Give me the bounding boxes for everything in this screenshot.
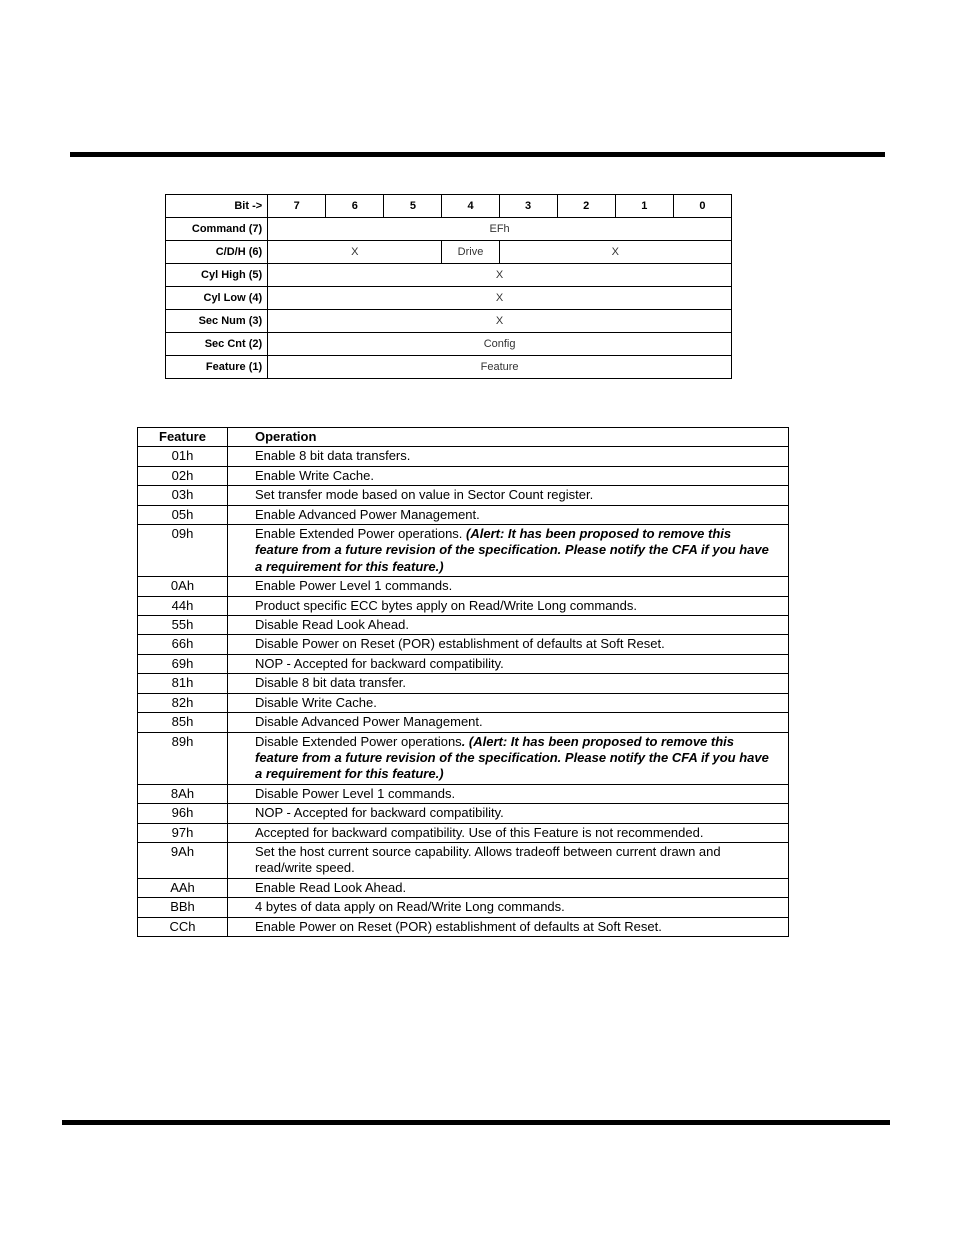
feature-code: 96h [138, 804, 228, 823]
feature-code: 81h [138, 674, 228, 693]
top-horizontal-rule [70, 152, 885, 157]
register-value: X [268, 287, 732, 310]
feature-code: AAh [138, 878, 228, 897]
operation-cell [228, 842, 789, 878]
operation-text: Disable Power on Reset (POR) establishment of defaults at Soft Reset. [255, 636, 665, 652]
table-row [138, 635, 789, 654]
register-value: Feature [268, 356, 732, 379]
register-row-cdh [166, 241, 732, 264]
operation-text: Enable Write Cache. [255, 467, 374, 483]
operation-text: Disable Read Look Ahead. [255, 617, 409, 633]
feature-code: 97h [138, 823, 228, 842]
operation-text: Disable Advanced Power Management. [255, 714, 483, 730]
operation-text: Accepted for backward compatibility. Use of this Feature is not recommended. [255, 824, 704, 840]
operation-cell [228, 674, 789, 693]
features-table [137, 427, 789, 937]
operation-text: Enable Power Level 1 commands. [255, 578, 453, 594]
alert-text: (Alert: It has been proposed to remove this feature from a future revision of the specification. Please notify the CFA if you have a requirement for this feature.) [255, 526, 769, 574]
operation-text: Enable Read Look Ahead. [255, 879, 407, 895]
table-row [138, 917, 789, 936]
alert-text: . (Alert: It has been proposed to remove this feature from a future revision of the specification. Please notify the CFA if you have a requirement for this feature.) [255, 733, 769, 782]
bit-3: 3 [499, 195, 557, 218]
operation-cell [228, 577, 789, 596]
operation-text: Enable Extended Power operations. [255, 526, 467, 542]
table-row [138, 693, 789, 712]
bit-7: 7 [268, 195, 326, 218]
feature-code: 55h [138, 616, 228, 635]
operation-text: Enable Power on Reset (POR) establishment of defaults at Soft Reset. [255, 918, 662, 934]
feature-code: BBh [138, 898, 228, 917]
feature-code: 66h [138, 635, 228, 654]
register-label: Cyl Low (4) [166, 287, 268, 310]
operation-text: Disable Power Level 1 commands. [255, 785, 456, 801]
table-row [138, 784, 789, 803]
bit-5: 5 [384, 195, 442, 218]
register-table [165, 194, 732, 379]
table-row [138, 732, 789, 784]
operation-cell [228, 654, 789, 673]
operation-text: Product specific ECC bytes apply on Read/Write Long commands. [255, 597, 637, 613]
feature-code: 82h [138, 693, 228, 712]
operation-cell [228, 713, 789, 732]
feature-code: 9Ah [138, 842, 228, 878]
feature-code: 02h [138, 466, 228, 485]
register-label: Sec Cnt (2) [166, 333, 268, 356]
feature-code: 05h [138, 505, 228, 524]
operation-text: Disable Write Cache. [255, 694, 377, 710]
bit-6: 6 [326, 195, 384, 218]
operation-text: NOP - Accepted for backward compatibility. [255, 655, 504, 671]
table-row [138, 674, 789, 693]
table-row [138, 878, 789, 897]
operation-cell [228, 732, 789, 784]
register-row-command [166, 218, 732, 241]
bit-2: 2 [557, 195, 615, 218]
register-row-sec-cnt [166, 333, 732, 356]
table-row [138, 447, 789, 466]
bit-1: 1 [615, 195, 673, 218]
table-row [138, 505, 789, 524]
register-label: Sec Num (3) [166, 310, 268, 333]
register-value: Config [268, 333, 732, 356]
operation-cell [228, 486, 789, 505]
operation-cell [228, 898, 789, 917]
bit-4: 4 [442, 195, 499, 218]
operation-text: 4 bytes of data apply on Read/Write Long commands. [255, 899, 565, 915]
register-label: Command (7) [166, 218, 268, 241]
bit-label: Bit -> [166, 195, 268, 218]
operation-cell [228, 616, 789, 635]
feature-code: CCh [138, 917, 228, 936]
operation-cell [228, 635, 789, 654]
feature-code: 0Ah [138, 577, 228, 596]
table-row [138, 577, 789, 596]
operation-cell [228, 505, 789, 524]
operation-text: Set the host current source capability. Allows tradeoff between current drawn and read/write speed. [255, 843, 721, 876]
feature-code: 85h [138, 713, 228, 732]
register-label: C/D/H (6) [166, 241, 268, 264]
operation-column-header: Operation [228, 428, 789, 447]
bottom-horizontal-rule [62, 1120, 890, 1125]
register-row-cyl-low [166, 287, 732, 310]
bit-0: 0 [673, 195, 731, 218]
operation-cell [228, 447, 789, 466]
feature-code: 09h [138, 525, 228, 577]
operation-cell [228, 784, 789, 803]
register-row-cyl-high [166, 264, 732, 287]
register-value: X [268, 264, 732, 287]
table-row [138, 486, 789, 505]
register-value: EFh [268, 218, 732, 241]
operation-text: NOP - Accepted for backward compatibility. [255, 805, 504, 821]
table-row [138, 525, 789, 577]
features-header-row [138, 428, 789, 447]
table-row [138, 616, 789, 635]
register-header-row [166, 195, 732, 218]
operation-text: Disable Extended Power operations [255, 733, 462, 749]
operation-cell [228, 878, 789, 897]
register-value-drive: Drive [442, 241, 499, 264]
operation-cell [228, 804, 789, 823]
features-table-body [138, 447, 789, 937]
register-value-high: X [268, 241, 442, 264]
register-value-low: X [499, 241, 731, 264]
operation-cell [228, 596, 789, 615]
register-value: X [268, 310, 732, 333]
feature-code: 01h [138, 447, 228, 466]
feature-code: 03h [138, 486, 228, 505]
table-row [138, 898, 789, 917]
feature-code: 8Ah [138, 784, 228, 803]
operation-text: Enable Advanced Power Management. [255, 506, 480, 522]
feature-code: 69h [138, 654, 228, 673]
operation-cell [228, 917, 789, 936]
operation-cell [228, 466, 789, 485]
table-row [138, 804, 789, 823]
feature-column-header: Feature [138, 428, 228, 447]
table-row [138, 654, 789, 673]
operation-text: Enable 8 bit data transfers. [255, 448, 411, 464]
register-row-sec-num [166, 310, 732, 333]
feature-code: 44h [138, 596, 228, 615]
table-row [138, 596, 789, 615]
register-row-feature [166, 356, 732, 379]
table-row [138, 842, 789, 878]
register-label: Cyl High (5) [166, 264, 268, 287]
table-row [138, 713, 789, 732]
operation-text: Set transfer mode based on value in Sector Count register. [255, 487, 594, 503]
operation-cell [228, 525, 789, 577]
table-row [138, 466, 789, 485]
operation-text: Disable 8 bit data transfer. [255, 675, 407, 691]
operation-cell [228, 823, 789, 842]
operation-cell [228, 693, 789, 712]
table-row [138, 823, 789, 842]
feature-code: 89h [138, 732, 228, 784]
register-label: Feature (1) [166, 356, 268, 379]
